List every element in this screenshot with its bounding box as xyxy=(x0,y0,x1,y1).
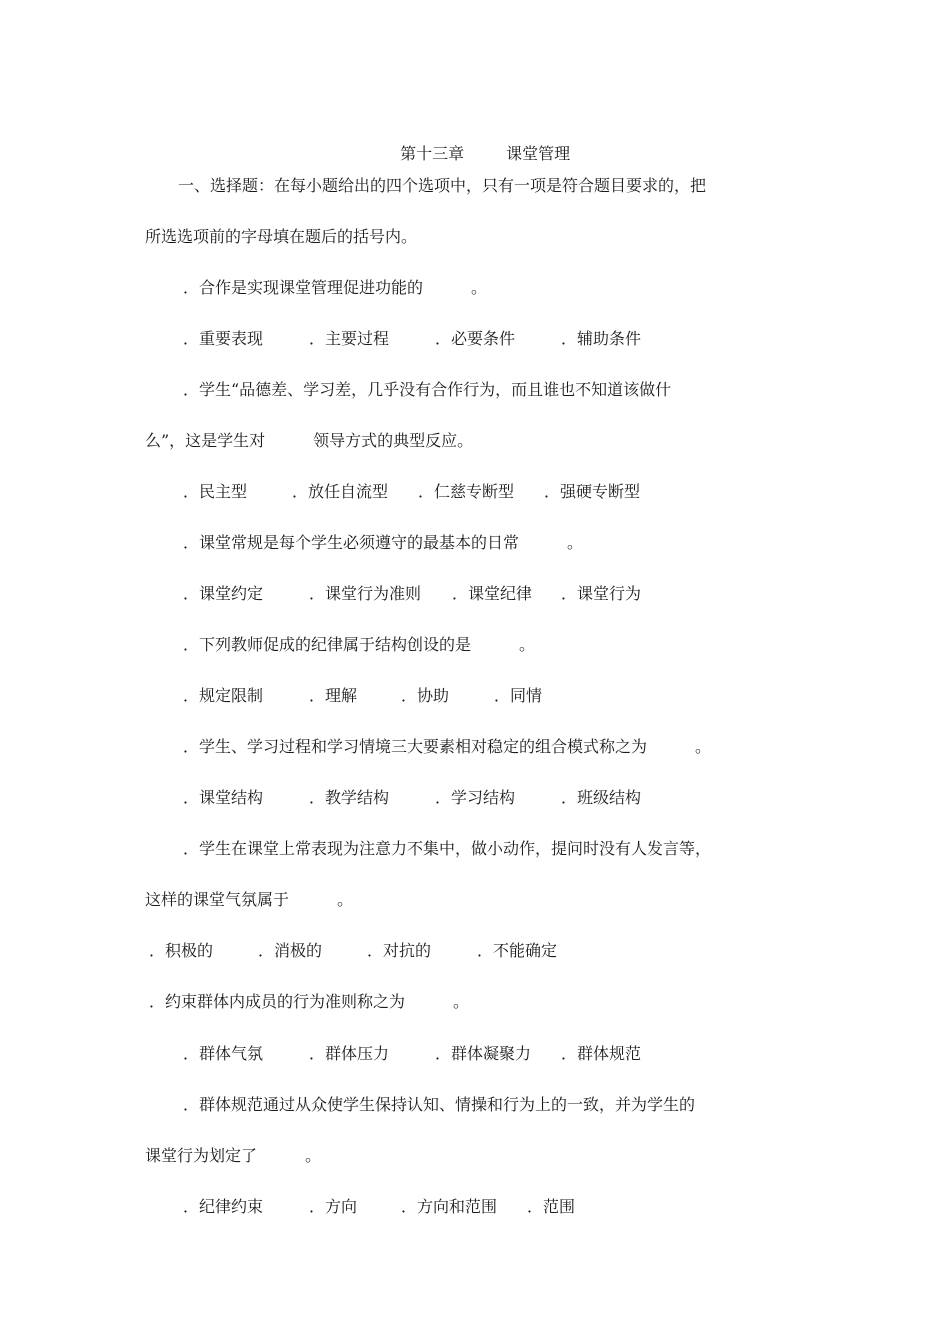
question-3-stem: ．课堂常规是每个学生必须遵守的最基本的日常 。 xyxy=(183,533,584,552)
question-3-option-c: ．课堂纪律 xyxy=(452,584,533,603)
section-instruction-line-2: 所选选项前的字母填在题后的括号内。 xyxy=(145,227,418,246)
question-7-stem: ．约束群体内成员的行为准则称之为 。 xyxy=(149,992,470,1011)
question-3-option-a: ．课堂约定 xyxy=(183,584,264,603)
question-8-option-b: ．方向 xyxy=(309,1197,358,1216)
question-5-option-a: ．课堂结构 xyxy=(183,788,264,807)
question-4-option-a: ．规定限制 xyxy=(183,686,264,705)
question-5-option-d: ．班级结构 xyxy=(561,788,642,807)
question-5-stem: ．学生、学习过程和学习情境三大要素相对稳定的组合模式称之为 。 xyxy=(183,737,712,756)
question-7-option-a: ．群体气氛 xyxy=(183,1044,264,1063)
question-8-option-a: ．纪律约束 xyxy=(183,1197,264,1216)
question-6-option-d: ．不能确定 xyxy=(477,941,558,960)
question-7-option-b: ．群体压力 xyxy=(309,1044,390,1063)
question-7-option-c: ．群体凝聚力 xyxy=(435,1044,532,1063)
chapter-title xyxy=(0,124,950,184)
question-1-option-b: ．主要过程 xyxy=(309,329,390,348)
question-8-option-d: ．范围 xyxy=(527,1197,576,1216)
question-7-option-d: ．群体规范 xyxy=(561,1044,642,1063)
question-1-option-a: ．重要表现 xyxy=(183,329,264,348)
question-3-option-b: ．课堂行为准则 xyxy=(309,584,422,603)
chapter-number: 第十三章 xyxy=(400,144,465,163)
question-4-option-c: ．协助 xyxy=(401,686,450,705)
question-5-option-c: ．学习结构 xyxy=(435,788,516,807)
question-8-option-c: ．方向和范围 xyxy=(401,1197,498,1216)
question-4-stem: ．下列教师促成的纪律属于结构创设的是 。 xyxy=(183,635,536,654)
question-2-option-c: ．仁慈专断型 xyxy=(418,482,515,501)
question-3-option-d: ．课堂行为 xyxy=(561,584,642,603)
question-6-option-b: ．消极的 xyxy=(258,941,323,960)
question-8-stem-line-1: ．群体规范通过从众使学生保持认知、情操和行为上的一致，并为学生的 xyxy=(183,1095,696,1114)
question-6-option-c: ．对抗的 xyxy=(367,941,432,960)
question-4-option-d: ．同情 xyxy=(494,686,543,705)
question-6-stem-line-1: ．学生在课堂上常表现为注意力不集中，做小动作，提问时没有人发言等， xyxy=(183,839,712,858)
question-1-option-c: ．必要条件 xyxy=(435,329,516,348)
question-2-stem-line-1: ．学生“品德差、学习差，几乎没有合作行为，而且谁也不知道该做什 xyxy=(183,380,672,399)
question-6-option-a: ．积极的 xyxy=(149,941,214,960)
question-8-stem-line-2: 课堂行为划定了 。 xyxy=(145,1146,322,1165)
question-6-stem-line-2: 这样的课堂气氛属于 。 xyxy=(145,890,354,909)
question-2-option-a: ．民主型 xyxy=(183,482,248,501)
question-2-option-b: ．放任自流型 xyxy=(292,482,389,501)
question-1-stem: ．合作是实现课堂管理促进功能的 。 xyxy=(183,278,488,297)
chapter-topic: 课堂管理 xyxy=(506,144,571,163)
question-5-option-b: ．教学结构 xyxy=(309,788,390,807)
question-2-stem-line-2: 么”，这是学生对 领导方式的典型反应。 xyxy=(145,431,474,450)
question-1-option-d: ．辅助条件 xyxy=(561,329,642,348)
question-4-option-b: ．理解 xyxy=(309,686,358,705)
question-2-option-d: ．强硬专断型 xyxy=(544,482,641,501)
section-instruction-line-1: 一、选择题：在每小题给出的四个选项中，只有一项是符合题目要求的，把 xyxy=(178,176,707,195)
